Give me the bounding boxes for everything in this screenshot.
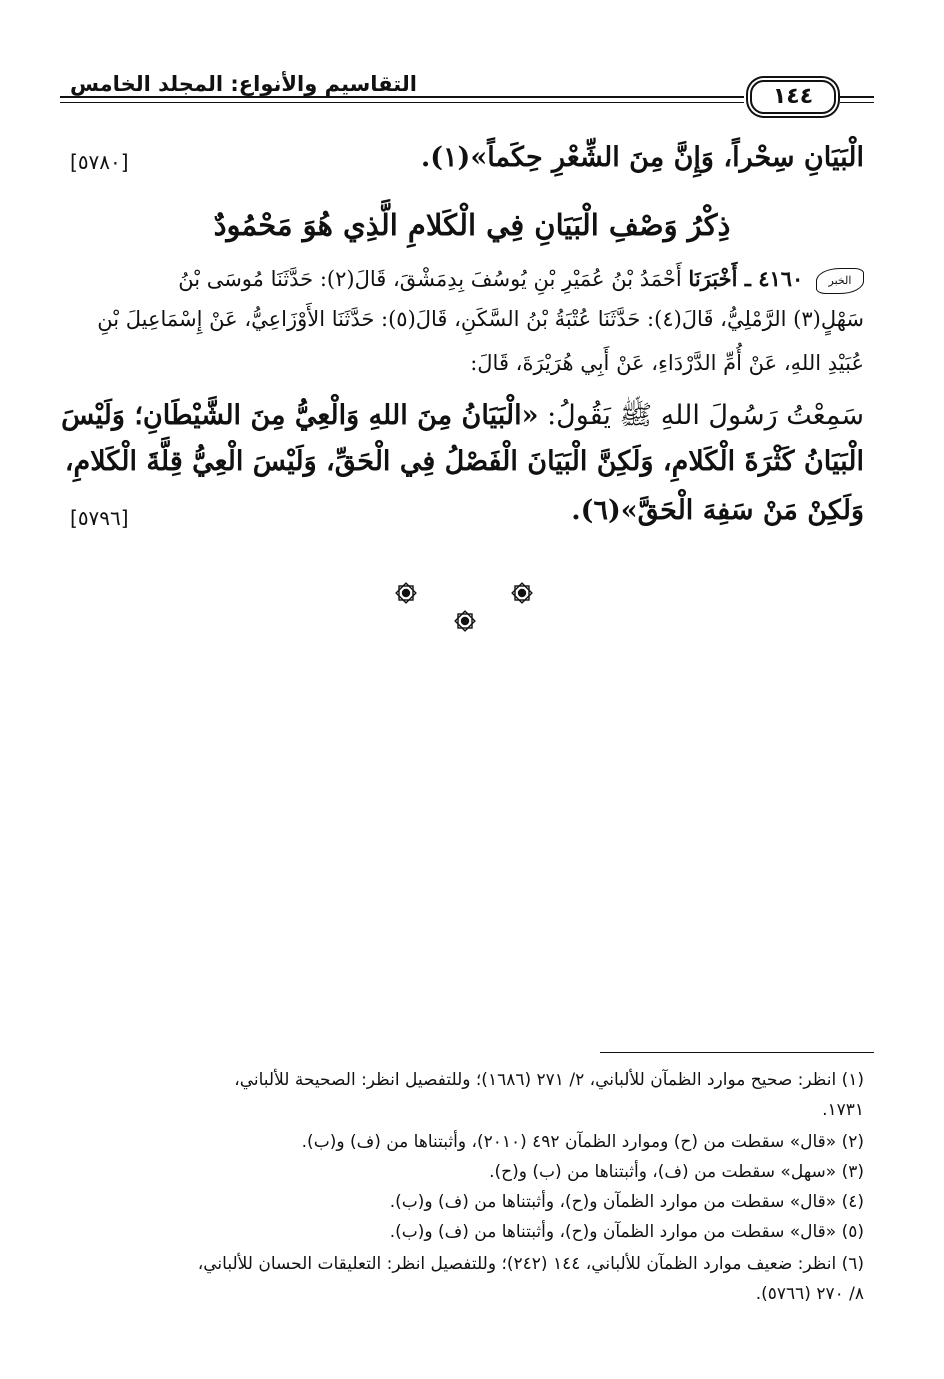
matn-quote: «الْبَيَانُ مِنَ اللهِ وَالْعِيُّ مِنَ الشَّيْطَانِ؛ وَلَيْسَ [61, 400, 539, 431]
book-title: التقاسيم والأنواع: المجلد الخامس [70, 72, 417, 96]
matn-line: الْبَيَانُ كَثْرَةَ الْكَلامِ، وَلَكِنَّ الْبَيَانَ الْفَصْلُ فِي الْحَقِّ، وَلَيْسَ الْعِيُّ قِلَّةَ الْكَلامِ، [64, 446, 864, 477]
footnote-separator [600, 1052, 874, 1053]
footnote: ١٧٣١. [822, 1100, 864, 1120]
flower-ornament-icon [509, 580, 535, 606]
footnote: (٥) «قال» سقطت من موارد الظمآن و(ح)، وأثبتناها من (ف) و(ب). [389, 1222, 864, 1242]
hadith-reference: [٥٧٨٠] [70, 150, 129, 174]
footnote: (١) انظر: صحيح موارد الظمآن للألباني، ٢/ ٢٧١ (١٦٨٦)؛ وللتفصيل انظر: الصحيحة للألباني، [234, 1070, 864, 1090]
header-rule [60, 102, 744, 103]
header-rule [60, 96, 744, 98]
header-rule [840, 96, 874, 98]
hadith-marker-icon: الخبر [816, 268, 864, 294]
footnote: (٢) «قال» سقطت من (ح) وموارد الظمآن ٤٩٢ (٢٠١٠)، وأثبتناها من (ف) و(ب). [301, 1132, 864, 1152]
isnad-line: سَهْلٍ(٣) الرَّمْلِيُّ، قَالَ(٤): حَدَّثَنَا عُتْبَةُ بْنُ السَّكَنِ، قَالَ(٥): حَدَّثَنَا الأَوْزَاعِيُّ، عَنْ إِسْمَاعِيلَ بْنِ [97, 307, 864, 331]
matn-line: وَلَكِنْ مَنْ سَفِهَ الْحَقَّ»(٦). [571, 495, 864, 526]
hadith-number: ٤١٦٠ ـ أَخْبَرَنَا [688, 266, 804, 291]
flower-ornament-icon [393, 580, 419, 606]
matn-line [61, 398, 864, 438]
page-number: ١٤٤ [750, 80, 836, 114]
hadith-reference: [٥٧٩٦] [70, 506, 129, 530]
footnote: ٨/ ٢٧٠ (٥٧٦٦). [755, 1284, 864, 1304]
previous-hadith-ending: الْبَيَانِ سِحْراً، وَإِنَّ مِنَ الشِّعْرِ حِكَماً»(١). [420, 142, 864, 173]
isnad-text: أَحْمَدُ بْنُ عُمَيْرِ بْنِ يُوسُفَ بِدِمَشْقَ، قَالَ(٢): حَدَّثَنَا مُوسَى بْنُ [178, 267, 682, 291]
isnad-line [72, 266, 864, 294]
isnad-line: عُبَيْدِ اللهِ، عَنْ أُمِّ الدَّرْدَاءِ، عَنْ أَبِي هُرَيْرَةَ، قَالَ: [470, 351, 864, 375]
footnote: (٦) انظر: ضعيف موارد الظمآن للألباني، ١٤٤ (٢٤٢)؛ وللتفصيل انظر: التعليقات الحسان للألباني، [197, 1254, 864, 1274]
section-heading: ذِكْرُ وَصْفِ الْبَيَانِ فِي الْكَلامِ الَّذِي هُوَ مَحْمُودٌ [213, 208, 731, 242]
header-rule [840, 102, 874, 103]
footnote: (٤) «قال» سقطت من موارد الظمآن و(ح)، وأثبتناها من (ف) و(ب). [389, 1192, 864, 1212]
flower-ornament-icon [452, 608, 478, 634]
footnote: (٣) «سهل» سقطت من (ف)، وأثبتناها من (ب) و(ح). [489, 1162, 864, 1182]
page-header [60, 72, 874, 122]
matn-intro: سَمِعْتُ رَسُولَ اللهِ ﷺ يَقُولُ: [547, 400, 864, 431]
